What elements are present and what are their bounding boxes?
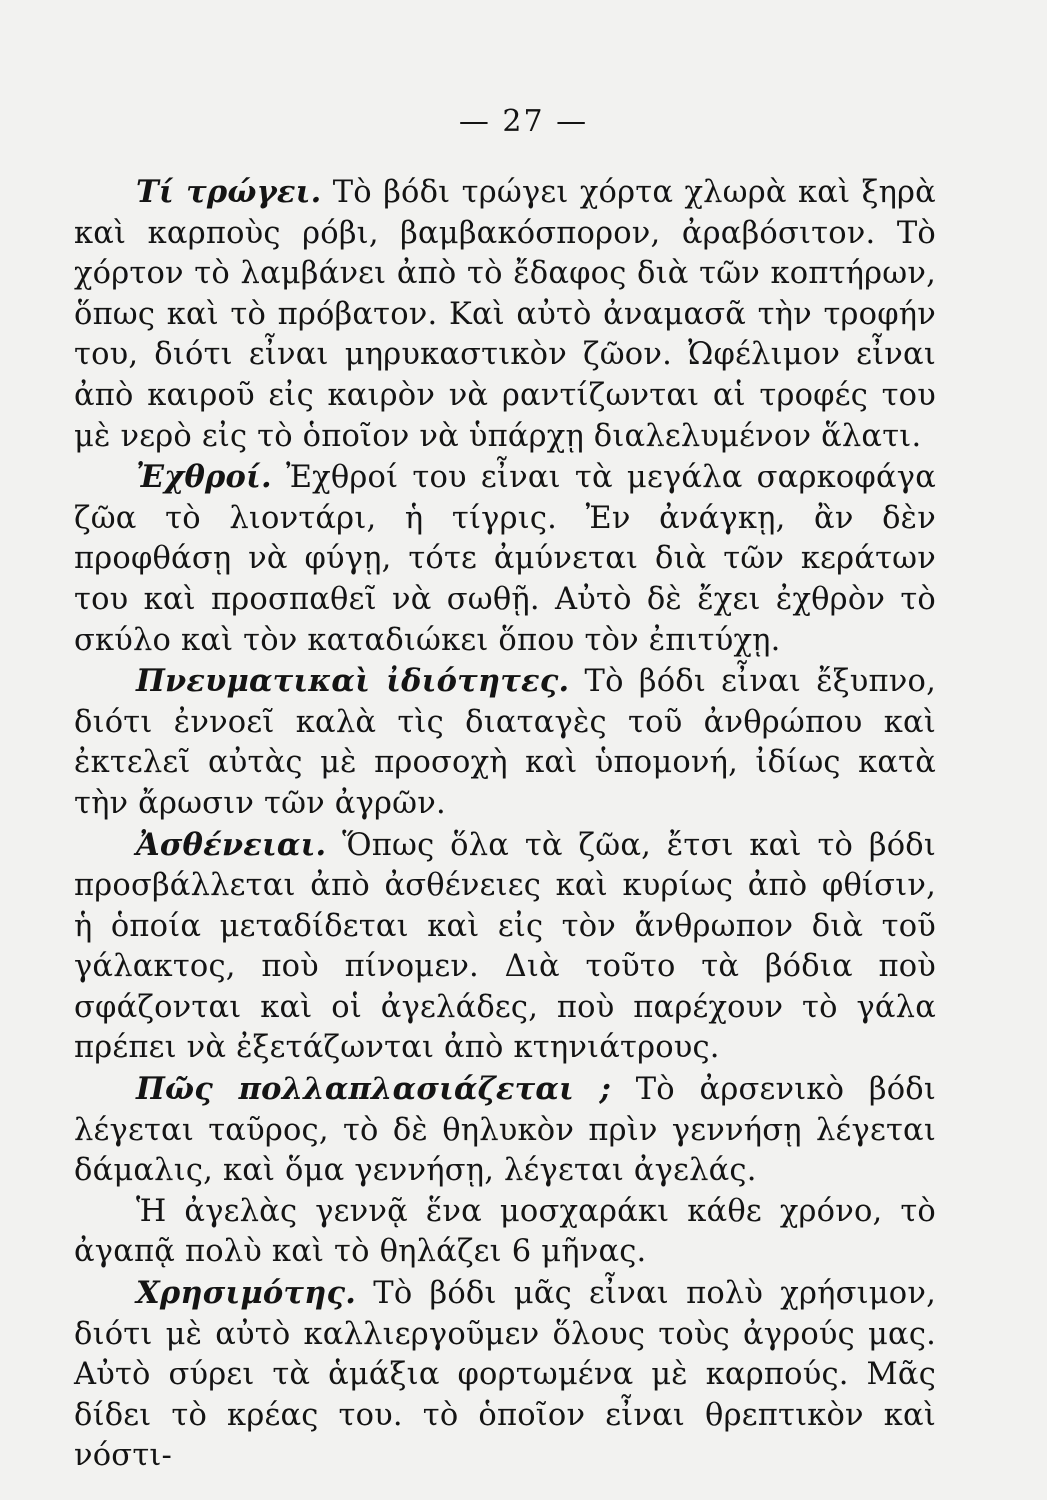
section-heading-reproduction: Πῶς πολλαπλασιάζεται ;	[136, 1071, 612, 1108]
section-heading-diseases: Ἀσθένειαι.	[136, 826, 327, 863]
paragraph-text: Τὸ ἀρσενικὸ βόδι λέγεται ταῦρος, τὸ δὲ θηλυκὸν πρὶν γεννήσῃ λέγεται δάμαλις, καὶ ὅμα γεννήσῃ, λέγεται ἀγελάς.	[74, 1072, 936, 1189]
paragraph-usefulness	[74, 1273, 936, 1477]
paragraph-reproduction	[74, 1069, 936, 1192]
paragraph-enemies	[74, 457, 936, 661]
paragraph-text: Ὅπως ὅλα τὰ ζῶα, ἔτσι καὶ τὸ βόδι προσβάλλεται ἀπὸ ἀσθένειες καὶ κυρίως ἀπὸ φθίσιν, ἡ ὁποία μεταδίδεται καὶ εἰς τὸν ἄνθρωπον διὰ τοῦ γάλακτος, ποὺ πίνομεν. Διὰ τοῦτο τὰ βόδια ποὺ σφάζονται καὶ οἱ ἀγελάδες, ποὺ παρέχουν τὸ γάλα πρέπει νὰ ἐξετάζωνται ἀπὸ κτηνιάτρους.	[74, 827, 936, 1066]
paragraph-text: Τὸ βόδι μᾶς εἶναι πολὺ χρήσιμον, διότι μὲ αὐτὸ καλλιεργοῦμεν ὅλους τοὺς ἀγρούς μας. Αὐτὸ σύρει τὰ ἁμάξια φορτωμένα μὲ καρπούς. Μᾶς δίδει τὸ κρέας του. τὸ ὁποῖον εἶναι θρεπτικὸν καὶ νόστι-	[74, 1276, 936, 1474]
paragraph-mental-traits	[74, 661, 936, 824]
paragraph-text: Τὸ βόδι εἶναι ἔξυπνο, διότι ἐννοεῖ καλὰ τὶς διαταγὲς τοῦ ἀνθρώπου καὶ ἐκτελεῖ αὐτὰς μὲ προσοχὴ καὶ ὑπομονή, ἰδίως κατὰ τὴν ἄρωσιν τῶν ἀγρῶν.	[74, 664, 936, 821]
paragraph-diseases	[74, 825, 936, 1070]
section-heading-food: Τί τρώγει.	[136, 174, 322, 210]
paragraph-calf	[74, 1192, 936, 1273]
section-heading-mental-traits: Πνευματικαὶ ἰδιότητες.	[136, 663, 570, 700]
paragraph-text: Ἡ ἀγελὰς γεννᾷ ἕνα μοσχαράκι κάθε χρόνο, τὸ ἀγαπᾷ πολὺ καὶ τὸ θηλάζει 6 μῆνας.	[74, 1193, 936, 1270]
page-body	[74, 172, 936, 1477]
paragraph-text: Ἐχθροί του εἶναι τὰ μεγάλα σαρκοφάγα ζῶα τὸ λιοντάρι, ἡ τίγρις. Ἐν ἀνάγκῃ, ἂν δὲν προφθάσῃ νὰ φύγῃ, τότε ἀμύνεται διὰ τῶν κεράτων του καὶ προσπαθεῖ νὰ σωθῇ. Αὐτὸ δὲ ἔχει ἐχθρὸν τὸ σκύλο καὶ τὸν καταδιώκει ὅπου τὸν ἐπιτύχῃ.	[74, 460, 936, 658]
section-heading-usefulness: Χρησιμότης.	[136, 1275, 357, 1312]
paragraph-text: Τὸ βόδι τρώγει χόρτα χλωρὰ καὶ ξηρὰ καὶ καρποὺς ρόβι, βαμβακόσπορον, ἀραβόσιτον. Τὸ χόρτον τὸ λαμβάνει ἀπὸ τὸ ἔδαφος διὰ τῶν κοπτήρων, ὅπως καὶ τὸ πρόβατον. Καὶ αὐτὸ ἀναμασᾶ τὴν τροφήν του, διότι εἶναι μηρυκαστικὸν ζῶον. Ὠφέλιμον εἶναι ἀπὸ καιροῦ εἰς καιρὸν νὰ ραντίζωνται αἱ τροφές του μὲ νερὸ εἰς τὸ ὁποῖον νὰ ὑπάρχῃ διαλελυμένον ἅλατι.	[74, 175, 936, 454]
page-number: — 27 —	[458, 104, 589, 139]
paragraph-food	[74, 172, 936, 457]
section-heading-enemies: Ἐχθροί.	[136, 459, 272, 496]
